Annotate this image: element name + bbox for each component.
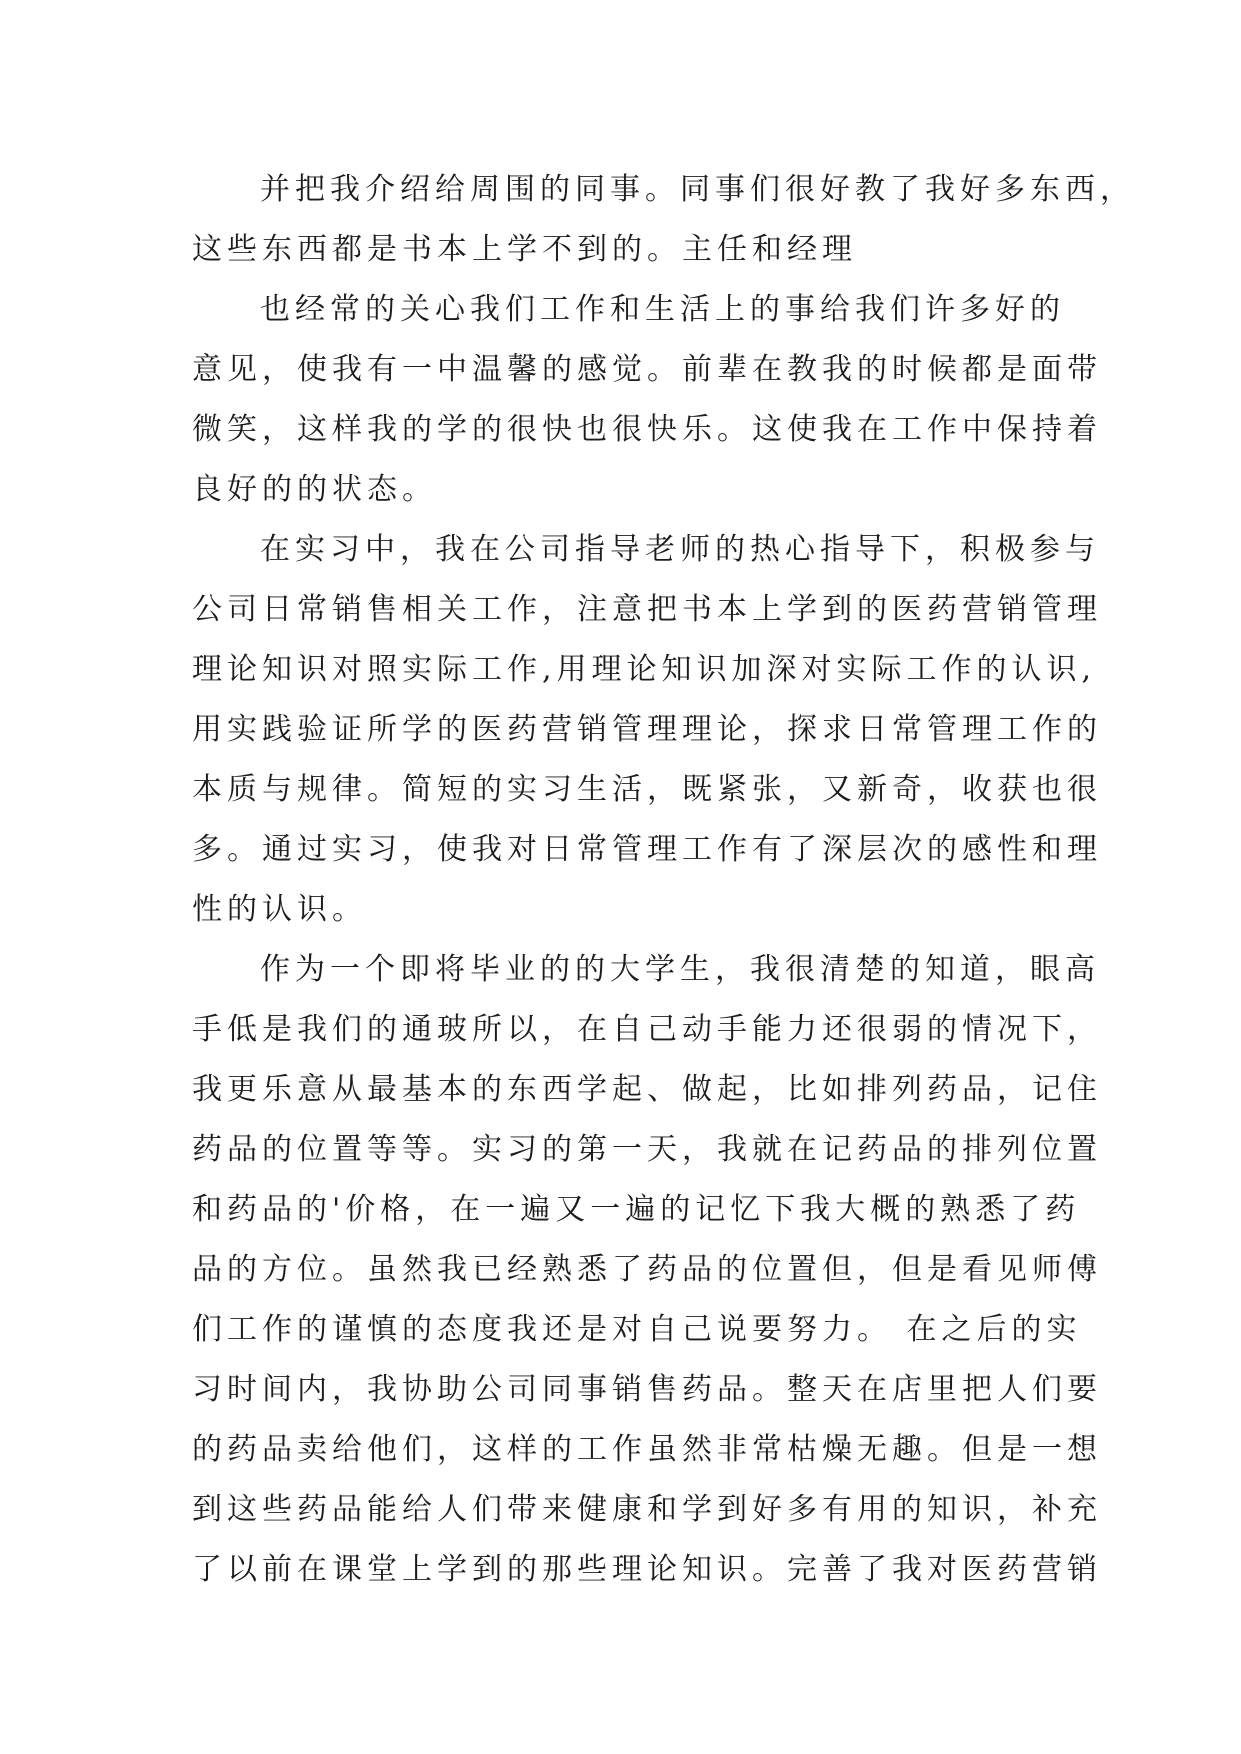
text-line: 的药品卖给他们，这样的工作虽然非常枯燥无趣。但是一想: [192, 1432, 1102, 1467]
text-line: 多。通过实习，使我对日常管理工作有了深层次的感性和理: [192, 832, 1102, 867]
text-line: 理论知识对照实际工作,用理论知识加深对实际工作的认识,: [192, 652, 1097, 687]
text-line: 们工作的谨慎的态度我还是对自己说要努力。 在之后的实: [192, 1312, 1082, 1347]
text-line: 和药品的'价格，在一遍又一遍的记忆下我大概的熟悉了药: [192, 1192, 1081, 1227]
text-line: 作为一个即将毕业的的大学生，我很清楚的知道，眼高: [260, 952, 1100, 987]
text-line: 习时间内，我协助公司同事销售药品。整天在店里把人们要: [192, 1372, 1102, 1407]
text-line: 到这些药品能给人们带来健康和学到好多有用的知识，补充: [192, 1492, 1102, 1527]
text-line: 本质与规律。简短的实习生活，既紧张，又新奇，收获也很: [192, 772, 1102, 807]
text-line: 性的认识。: [192, 892, 367, 927]
text-line: 意见，使我有一中温馨的感觉。前辈在教我的时候都是面带: [192, 352, 1102, 387]
paragraph-2: [192, 280, 1102, 520]
text-line: 良好的的状态。: [192, 472, 437, 507]
text-line: 微笑，这样我的学的很快也很快乐。这使我在工作中保持着: [192, 412, 1102, 447]
paragraph-4: [192, 940, 1102, 1600]
text-line: 了以前在课堂上学到的那些理论知识。完善了我对医药营销: [192, 1552, 1102, 1587]
text-line: 公司日常销售相关工作，注意把书本上学到的医药营销管理: [192, 592, 1102, 627]
text-line: 我更乐意从最基本的东西学起、做起，比如排列药品，记住: [192, 1072, 1102, 1107]
text-line: 也经常的关心我们工作和生活上的事给我们许多好的: [260, 292, 1065, 327]
text-line: 手低是我们的通玻所以，在自己动手能力还很弱的情况下，: [192, 1012, 1102, 1047]
text-line: 在实习中，我在公司指导老师的热心指导下，积极参与: [260, 532, 1100, 567]
text-line: 这些东西都是书本上学不到的。主任和经理: [192, 232, 857, 267]
text-line: 药品的位置等等。实习的第一天，我就在记药品的排列位置: [192, 1132, 1102, 1167]
paragraph-3: [192, 520, 1102, 940]
text-line: 品的方位。虽然我已经熟悉了药品的位置但，但是看见师傅: [192, 1252, 1102, 1287]
text-line: 并把我介绍给周围的同事。同事们很好教了我好多东西，: [260, 172, 1135, 207]
paragraph-1: [192, 160, 1135, 280]
text-line: 用实践验证所学的医药营销管理理论，探求日常管理工作的: [192, 712, 1102, 747]
document-body: [192, 160, 1135, 1600]
